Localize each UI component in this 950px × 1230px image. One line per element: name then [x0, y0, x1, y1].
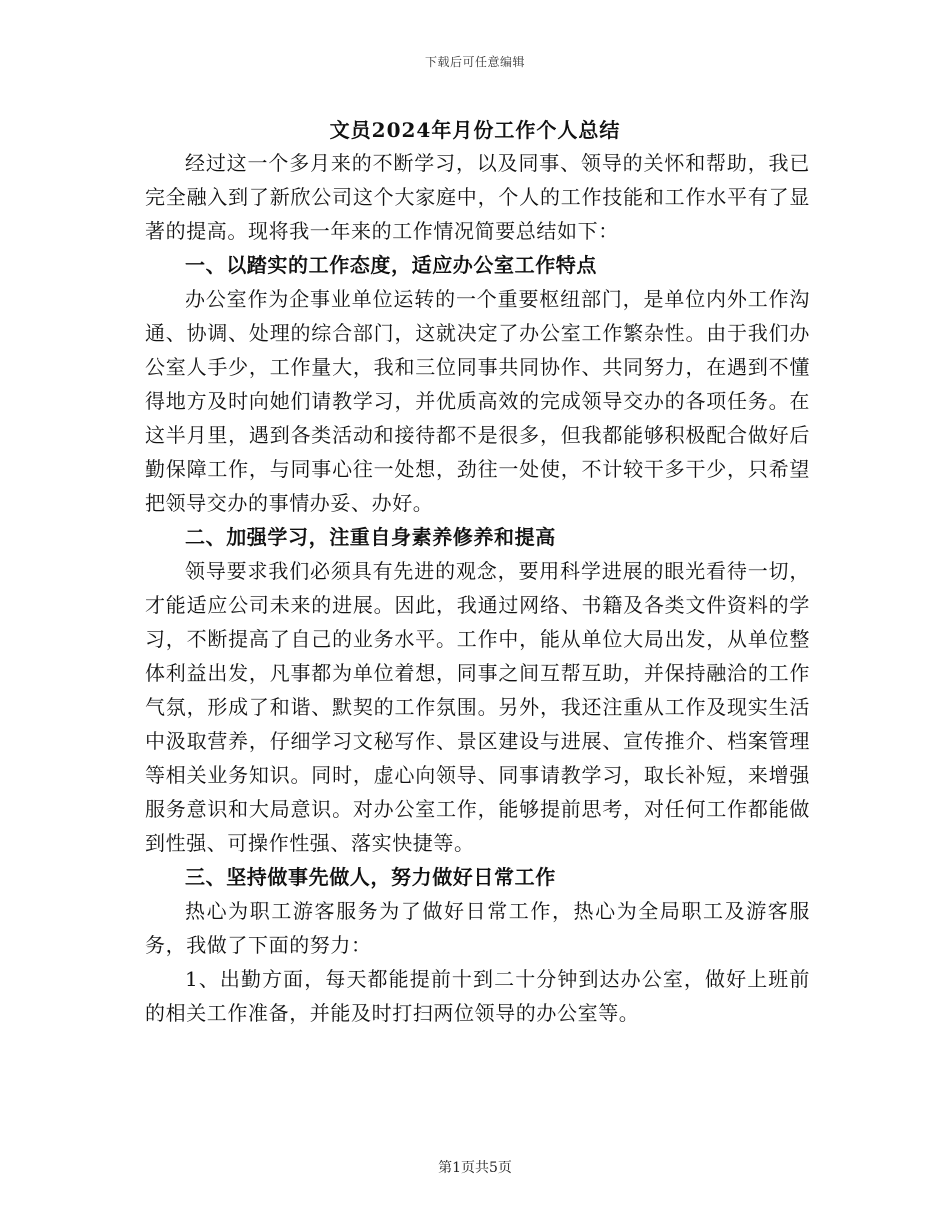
header-note: 下载后可任意编辑 [424, 55, 525, 69]
section-heading-3: 三、坚持做事先做人，努力做好日常工作 [185, 865, 556, 889]
paragraph-section-3: 热心为职工游客服务为了做好日常工作，热心为全局职工及游客服务，我做了下面的努力： [145, 899, 810, 957]
paragraph-section-2: 领导要求我们必须具有先进的观念，要用科学进展的眼光看待一切，才能适应公司未来的进展。因此，我通过网络、书籍及各类文件资料的学习，不断提高了自己的业务水平。工作中，能从单位大局出发，从单位整体利益出发，凡事都为单位着想，同事之间互帮互助，并保持融洽的工作气氛，形成了和谐、默契的工作氛围。另外，我还注重从工作及现实生活中汲取营养，仔细学习文秘写作、景区建设与进展、宣传推介、档案管理等相关业务知识。同时，虚心向领导、同事请教学习，取长补短，来增强服务意识和大局意识。对办公室工作，能够提前思考，对任何工作都能做到性强、可操作性强、落实快捷等。 [145, 559, 810, 855]
paragraph-item-1: 1、出勤方面，每天都能提前十到二十分钟到达办公室，做好上班前的相关工作准备，并能及时打扫两位领导的办公室等。 [145, 967, 810, 1025]
document-body [145, 146, 810, 1030]
section-heading-2: 二、加强学习，注重自身素养修养和提高 [185, 525, 556, 549]
paragraph-intro: 经过这一个多月来的不断学习，以及同事、领导的关怀和帮助，我已完全融入到了新欣公司这个大家庭中，个人的工作技能和工作水平有了显著的提高。现将我一年来的工作情况简要总结如下： [145, 151, 810, 243]
page-number: 第1页共5页 [438, 1160, 512, 1176]
section-heading-1: 一、以踏实的工作态度，适应办公室工作特点 [185, 253, 597, 277]
document-title: 文员2024年月份工作个人总结 [329, 118, 621, 142]
paragraph-section-1: 办公室作为企事业单位运转的一个重要枢纽部门，是单位内外工作沟通、协调、处理的综合部门，这就决定了办公室工作繁杂性。由于我们办公室人手少，工作量大，我和三位同事共同协作、共同努力，在遇到不懂得地方及时向她们请教学习，并优质高效的完成领导交办的各项任务。在这半月里，遇到各类活动和接待都不是很多，但我都能够积极配合做好后勤保障工作，与同事心往一处想，劲往一处使，不计较干多干少，只希望把领导交办的事情办妥、办好。 [145, 287, 810, 515]
